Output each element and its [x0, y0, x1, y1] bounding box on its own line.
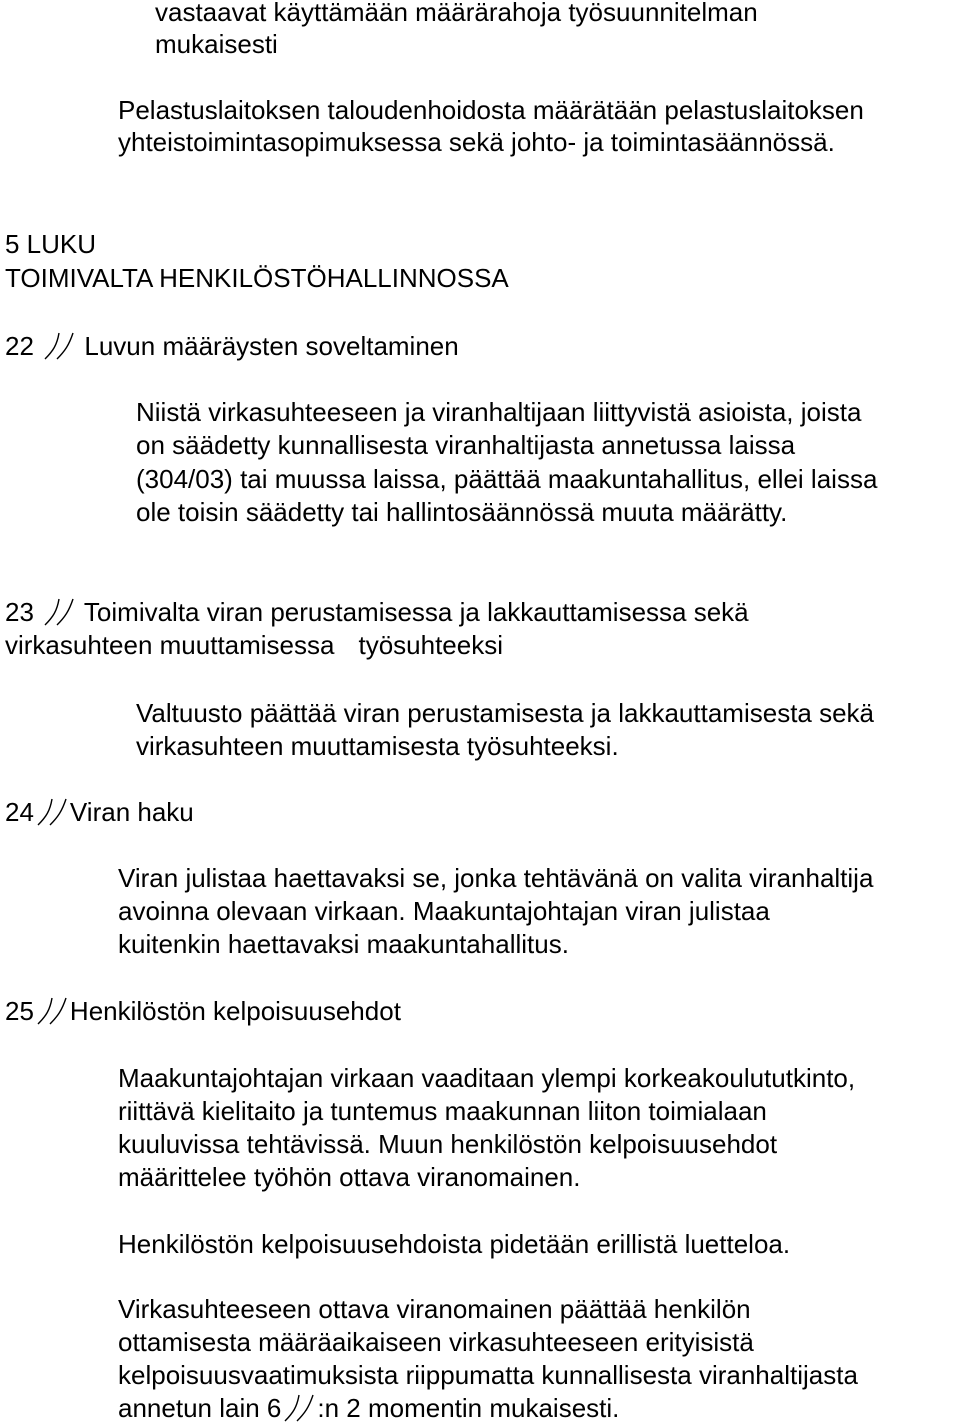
s25-para1-line-2: riittävä kielitaito ja tuntemus maakunnan liiton toimialaan: [118, 1096, 767, 1126]
section-sign-icon: [43, 331, 75, 361]
section-22-title: Luvun määräysten soveltaminen: [84, 331, 459, 361]
section-23-heading: [5, 596, 749, 628]
s25-para1-line-4: määrittelee työhön ottava viranomainen.: [118, 1162, 581, 1192]
s25-para3-line-1: Virkasuhteeseen ottava viranomainen päättää henkilön: [118, 1294, 751, 1324]
section-23-title-2a: virkasuhteen muuttamisessa: [5, 630, 335, 660]
s25-para3-line-2: ottamisesta määräaikaiseen virkasuhteeseen erityisistä: [118, 1327, 754, 1357]
section-23-title-2b: työsuhteeksi: [358, 630, 504, 660]
section-sign-icon: [36, 797, 68, 827]
section-25-heading: [5, 995, 401, 1027]
s25-para3-last-a: annetun lain 6: [118, 1393, 282, 1423]
s23-body-line-2: virkasuhteen muuttamisesta työsuhteeksi.: [136, 731, 619, 761]
s25-para3-line-3: kelpoisuusvaatimuksista riippumatta kunnallisesta viranhaltijasta: [118, 1360, 858, 1390]
chapter-number: 5 LUKU: [5, 229, 97, 259]
intro-line-2: mukaisesti: [155, 29, 278, 59]
section-22-heading: [5, 330, 459, 362]
section-23-number: 23: [5, 597, 34, 627]
section-24-title: Viran haku: [69, 797, 194, 827]
section-22-number: 22: [5, 331, 34, 361]
section-24-heading: [5, 796, 194, 828]
chapter-title: TOIMIVALTA HENKILÖSTÖHALLINNOSSA: [5, 263, 509, 293]
s22-body-line-3: (304/03) tai muussa laissa, päättää maakuntahallitus, ellei laissa: [136, 464, 878, 494]
s24-body-line-1: Viran julistaa haettavaksi se, jonka tehtävänä on valita viranhaltija: [118, 863, 874, 893]
section-sign-icon: [36, 996, 68, 1026]
s25-para2: Henkilöstön kelpoisuusehdoista pidetään erillistä luetteloa.: [118, 1229, 791, 1259]
s24-body-line-2: avoinna olevaan virkaan. Maakuntajohtajan viran julistaa: [118, 896, 770, 926]
section-25-number: 25: [5, 996, 34, 1026]
s25-para1-line-1: Maakuntajohtajan virkaan vaaditaan ylempi korkeakoulututkinto,: [118, 1063, 856, 1093]
finance-line-2: yhteistoimintasopimuksessa sekä johto- ja toimintasäännössä.: [118, 127, 835, 157]
finance-line-1: Pelastuslaitoksen taloudenhoidosta määrätään pelastuslaitoksen: [118, 95, 864, 125]
intro-line-1: vastaavat käyttämään määrärahoja työsuunnitelman: [155, 0, 758, 27]
s25-para3-line-4: [118, 1392, 619, 1424]
s25-para1-line-3: kuuluvissa tehtävissä. Muun henkilöstön kelpoisuusehdot: [118, 1129, 778, 1159]
s22-body-line-4: ole toisin säädetty tai hallintosäännössä muuta määrätty.: [136, 497, 788, 527]
s22-body-line-1: Niistä virkasuhteeseen ja viranhaltijaan liittyvistä asioista, joista: [136, 397, 862, 427]
section-23-title-1: Toimivalta viran perustamisessa ja lakkauttamisessa sekä: [83, 597, 749, 627]
s24-body-line-3: kuitenkin haettavaksi maakuntahallitus.: [118, 929, 569, 959]
section-24-number: 24: [5, 797, 34, 827]
section-sign-icon: [43, 597, 75, 627]
s22-body-line-2: on säädetty kunnallisesta viranhaltijasta annetussa laissa: [136, 430, 796, 460]
s23-body-line-1: Valtuusto päättää viran perustamisesta ja lakkauttamisesta sekä: [136, 698, 875, 728]
section-25-title: Henkilöstön kelpoisuusehdot: [69, 996, 401, 1026]
s25-para3-last-b: :n 2 momentin mukaisesti.: [317, 1393, 620, 1423]
section-23-heading-line-2: [5, 629, 503, 661]
section-sign-icon: [283, 1393, 315, 1423]
